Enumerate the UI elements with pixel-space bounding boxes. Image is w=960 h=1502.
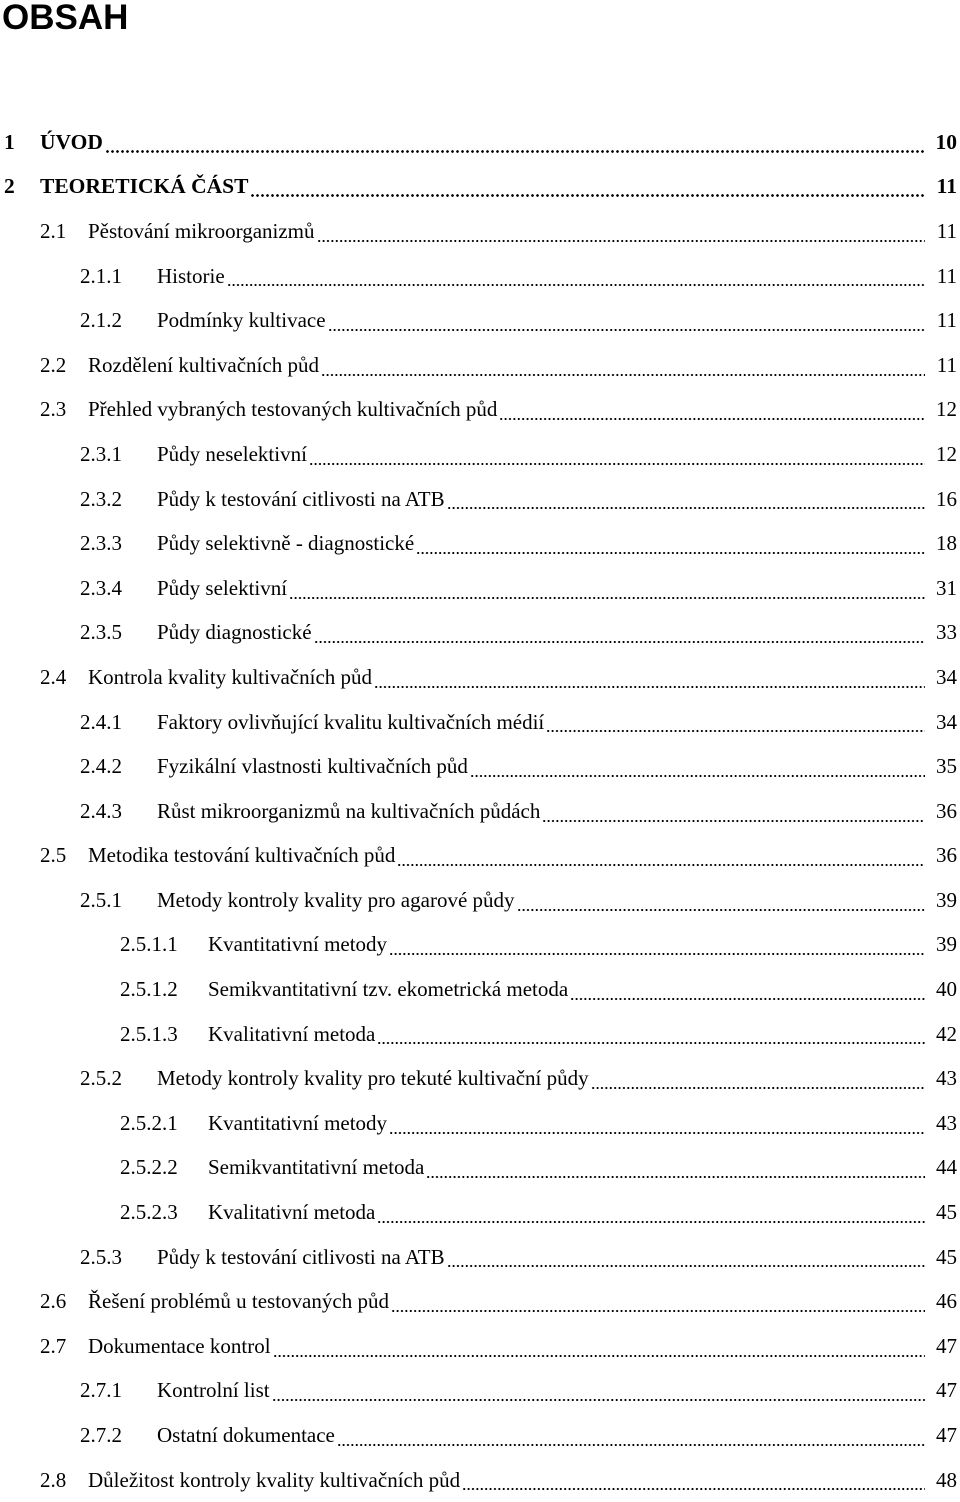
toc-entry[interactable]: [0, 744, 960, 789]
toc-entry-number: 2.3.1: [80, 441, 122, 466]
toc-entry-page-number: 40: [936, 977, 957, 1002]
toc-entry-page-number: 33: [936, 620, 957, 645]
toc-entry-number: 2.5.3: [80, 1244, 122, 1269]
toc-entry-number: 2.7.1: [80, 1378, 122, 1403]
dot-leader: [546, 730, 925, 732]
toc-entry-page-number: 39: [936, 887, 957, 912]
dot-leader: [377, 1221, 925, 1223]
toc-entry-title: Historie: [157, 263, 225, 288]
toc-entry[interactable]: [0, 165, 960, 210]
dot-leader: [250, 194, 925, 197]
toc-entry-number: 2.3.5: [80, 620, 122, 645]
toc-entry-page-number: 45: [936, 1244, 957, 1269]
toc-entry[interactable]: [0, 521, 960, 566]
toc-entry-number: 2.3.4: [80, 575, 122, 600]
toc-entry-title: Přehled vybraných testovaných kultivačních půd: [88, 397, 498, 422]
toc-entry-title: Půdy selektivní: [157, 575, 288, 600]
toc-entry[interactable]: [0, 611, 960, 656]
toc-entry-number: 2.7.2: [80, 1423, 122, 1448]
toc-entry[interactable]: [0, 1458, 960, 1502]
toc-entry-number: 2.5.2: [80, 1066, 122, 1091]
toc-entry-page-number: 10: [935, 129, 957, 154]
toc-entry[interactable]: [0, 298, 960, 343]
toc-entry-title: Kvalitativní metoda: [208, 1021, 376, 1046]
toc-entry-title: Kvalitativní metoda: [208, 1200, 376, 1225]
dot-leader: [389, 1132, 925, 1134]
toc-entry[interactable]: [0, 1369, 960, 1414]
toc-entry-number: 2.1.1: [80, 263, 122, 288]
dot-leader: [328, 329, 925, 331]
toc-entry-title: Semikvantitativní tzv. ekometrická metoda: [208, 977, 569, 1002]
toc-entry-page-number: 44: [936, 1155, 957, 1180]
toc-entry-number: 2: [4, 174, 15, 199]
toc-entry[interactable]: [0, 1056, 960, 1101]
page-title: OBSAH: [2, 0, 129, 37]
toc-entry-number: 2.5: [40, 843, 67, 868]
dot-leader: [447, 507, 925, 509]
toc-entry-page-number: 11: [936, 218, 957, 243]
toc-entry-title: Podmínky kultivace: [157, 308, 326, 333]
dot-leader: [105, 150, 925, 153]
toc-entry[interactable]: [0, 923, 960, 968]
toc-entry-title: Růst mikroorganizmů na kultivačních půdách: [157, 798, 541, 823]
toc-entry-page-number: 11: [936, 352, 957, 377]
toc-entry-number: 2.5.1.1: [120, 932, 178, 957]
toc-entry-page-number: 12: [936, 397, 957, 422]
dot-leader: [272, 1399, 925, 1401]
toc-entry-title: Faktory ovlivňující kvalitu kultivačních médií: [157, 709, 545, 734]
toc-entry-page-number: 46: [936, 1289, 957, 1314]
toc-entry-page-number: 47: [936, 1378, 957, 1403]
toc-entry-page-number: 11: [936, 263, 957, 288]
toc-entry-page-number: 34: [936, 709, 957, 734]
toc-entry-number: 2.3.2: [80, 486, 122, 511]
toc-entry[interactable]: [0, 343, 960, 388]
toc-entry[interactable]: [0, 1324, 960, 1369]
toc-entry[interactable]: [0, 1146, 960, 1191]
dot-leader: [273, 1355, 925, 1357]
toc-entry-number: 2.5.1.2: [120, 977, 178, 1002]
toc-entry-number: 2.4.2: [80, 754, 122, 779]
toc-entry[interactable]: [0, 834, 960, 879]
dot-leader: [470, 775, 925, 777]
dot-leader: [321, 374, 925, 376]
toc-entry-number: 2.4: [40, 664, 67, 689]
table-of-contents: [0, 120, 960, 1502]
toc-entry[interactable]: [0, 388, 960, 433]
dot-leader: [391, 1310, 925, 1312]
toc-entry-page-number: 47: [936, 1423, 957, 1448]
dot-leader: [374, 686, 925, 688]
toc-entry-page-number: 39: [936, 932, 957, 957]
toc-entry-title: Metodika testování kultivačních půd: [88, 843, 396, 868]
dot-leader: [499, 418, 925, 420]
toc-entry-title: Půdy k testování citlivosti na ATB: [157, 1244, 445, 1269]
toc-entry[interactable]: [0, 1012, 960, 1057]
toc-entry-page-number: 11: [936, 174, 957, 199]
toc-entry-number: 2.5.2.1: [120, 1110, 178, 1135]
toc-entry-title: Kontrola kvality kultivačních půd: [88, 664, 373, 689]
toc-entry[interactable]: [0, 566, 960, 611]
toc-entry-number: 2.1.2: [80, 308, 122, 333]
toc-entry-title: Fyzikální vlastnosti kultivačních půd: [157, 754, 468, 779]
toc-entry[interactable]: [0, 1101, 960, 1146]
toc-entry-page-number: 43: [936, 1110, 957, 1135]
dot-leader: [542, 820, 925, 822]
dot-leader: [416, 552, 925, 554]
dot-leader: [517, 909, 925, 911]
toc-entry-number: 2.7: [40, 1333, 67, 1358]
toc-entry-title: Půdy neselektivní: [157, 441, 307, 466]
toc-entry-title: Půdy k testování citlivosti na ATB: [157, 486, 445, 511]
dot-leader: [397, 864, 925, 866]
toc-entry[interactable]: [0, 1190, 960, 1235]
toc-entry[interactable]: [0, 1279, 960, 1324]
dot-leader: [447, 1265, 925, 1267]
toc-entry-title: Důležitost kontroly kvality kultivačních půd: [88, 1467, 461, 1492]
toc-entry-title: Kvantitativní metody: [208, 1110, 388, 1135]
toc-entry-page-number: 11: [936, 308, 957, 333]
toc-entry[interactable]: [0, 432, 960, 477]
toc-entry[interactable]: [0, 209, 960, 254]
toc-entry-page-number: 35: [936, 754, 957, 779]
dot-leader: [426, 1176, 925, 1178]
toc-entry-number: 2.6: [40, 1289, 67, 1314]
dot-leader: [570, 998, 925, 1000]
toc-entry-number: 2.5.1.3: [120, 1021, 178, 1046]
toc-entry-number: 2.4.1: [80, 709, 122, 734]
toc-entry-title: Semikvantitativní metoda: [208, 1155, 425, 1180]
toc-entry-title: Pěstování mikroorganizmů: [88, 218, 315, 243]
toc-entry-number: 2.5.1: [80, 887, 122, 912]
dot-leader: [591, 1087, 925, 1089]
toc-entry-title: Ostatní dokumentace: [157, 1423, 335, 1448]
toc-entry[interactable]: [0, 967, 960, 1012]
dot-leader: [317, 240, 926, 242]
toc-entry[interactable]: [0, 1235, 960, 1280]
toc-entry-title: Kontrolní list: [157, 1378, 270, 1403]
toc-entry[interactable]: [0, 120, 960, 165]
toc-entry[interactable]: [0, 477, 960, 522]
dot-leader: [314, 641, 925, 643]
toc-entry-page-number: 47: [936, 1333, 957, 1358]
toc-entry-page-number: 43: [936, 1066, 957, 1091]
toc-entry-number: 2.2: [40, 352, 67, 377]
toc-entry-number: 1: [4, 129, 15, 154]
toc-entry-page-number: 36: [936, 843, 957, 868]
toc-entry-page-number: 45: [936, 1200, 957, 1225]
toc-entry-title: Rozdělení kultivačních půd: [88, 352, 319, 377]
toc-entry[interactable]: [0, 254, 960, 299]
toc-entry-page-number: 36: [936, 798, 957, 823]
toc-entry-page-number: 31: [936, 575, 957, 600]
toc-entry-page-number: 34: [936, 664, 957, 689]
toc-entry-title: Metody kontroly kvality pro tekuté kultivační půdy: [157, 1066, 589, 1091]
toc-entry[interactable]: [0, 700, 960, 745]
toc-entry-title: TEORETICKÁ ČÁST: [40, 174, 249, 199]
toc-entry-title: Půdy selektivně - diagnostické: [157, 531, 415, 556]
dot-leader: [462, 1488, 925, 1490]
toc-entry-number: 2.3: [40, 397, 67, 422]
toc-entry-number: 2.5.2.2: [120, 1155, 178, 1180]
toc-entry-number: 2.8: [40, 1467, 67, 1492]
dot-leader: [289, 597, 925, 599]
toc-entry[interactable]: [0, 1413, 960, 1458]
toc-entry[interactable]: [0, 789, 960, 834]
toc-entry-title: Dokumentace kontrol: [88, 1333, 271, 1358]
toc-entry[interactable]: [0, 655, 960, 700]
toc-entry-page-number: 16: [936, 486, 957, 511]
toc-entry-title: ÚVOD: [40, 129, 103, 154]
dot-leader: [227, 284, 925, 286]
toc-entry-title: Řešení problémů u testovaných půd: [88, 1289, 389, 1314]
toc-entry[interactable]: [0, 878, 960, 923]
dot-leader: [337, 1444, 925, 1446]
dot-leader: [309, 463, 925, 465]
toc-entry-number: 2.3.3: [80, 531, 122, 556]
toc-entry-title: Půdy diagnostické: [157, 620, 312, 645]
toc-entry-page-number: 18: [936, 531, 957, 556]
dot-leader: [389, 953, 925, 955]
dot-leader: [377, 1042, 925, 1044]
toc-entry-number: 2.4.3: [80, 798, 122, 823]
toc-entry-title: Metody kontroly kvality pro agarové půdy: [157, 887, 515, 912]
toc-entry-page-number: 12: [936, 441, 957, 466]
toc-entry-number: 2.5.2.3: [120, 1200, 178, 1225]
toc-entry-page-number: 48: [936, 1467, 957, 1492]
toc-entry-page-number: 42: [936, 1021, 957, 1046]
toc-entry-number: 2.1: [40, 218, 67, 243]
toc-entry-title: Kvantitativní metody: [208, 932, 388, 957]
